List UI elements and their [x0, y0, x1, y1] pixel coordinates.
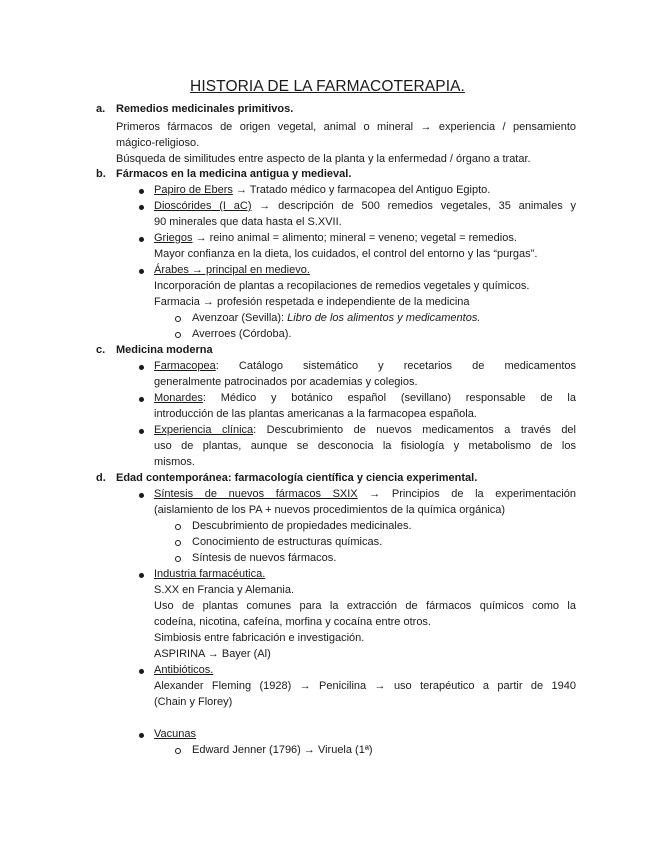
griegos-item — [154, 230, 517, 246]
section-a-line3: Búsqueda de similitudes entre aspecto de la planta y la enfermedad / órgano a tratar. — [116, 153, 531, 165]
section-a-line2: mágico-religioso. — [116, 137, 200, 149]
experiencia-term: Experiencia clínica — [154, 424, 254, 436]
section-c-heading: Medicina moderna — [116, 344, 213, 356]
monardes-term: Monardes — [154, 392, 203, 404]
farmacopea-item — [154, 358, 576, 374]
section-b-heading: Fármacos en la medicina antigua y medieval. — [116, 168, 352, 180]
bullet-icon — [139, 365, 144, 370]
section-d-marker: d. — [96, 472, 106, 484]
bullet-icon — [139, 189, 144, 194]
circle-bullet-icon — [175, 748, 181, 754]
bullet-icon — [139, 493, 144, 498]
griegos-term: Griegos — [154, 232, 193, 244]
sintesis-line2: (aislamiento de los PA + nuevos procedimientos de la química orgánica) — [154, 504, 506, 516]
griegos-line2: Mayor confianza en la dieta, los cuidados, el control del entorno y las “purgas”. — [154, 248, 538, 260]
bullet-icon — [139, 237, 144, 242]
industria-line5: ASPIRINA → Bayer (Al) — [154, 648, 271, 660]
bullet-icon — [139, 733, 144, 738]
section-b-marker: b. — [96, 168, 106, 180]
griegos-text: → reino animal = alimento; mineral = veneno; vegetal = remedios. — [192, 232, 517, 244]
section-a-heading: Remedios medicinales primitivos. — [116, 103, 294, 115]
circle-bullet-icon — [175, 540, 181, 546]
bullet-icon — [139, 205, 144, 210]
monardes-line2: introducción de las plantas americanas a la farmacopea española. — [154, 408, 477, 420]
circle-bullet-icon — [175, 556, 181, 562]
avenzoar-item — [192, 310, 480, 326]
antibioticos-term: Antibióticos. — [154, 664, 214, 676]
arabes-term: Árabes → principal en medievo. — [154, 264, 310, 276]
experiencia-line3: mismos. — [154, 456, 195, 468]
experiencia-text: : Descubrimiento de nuevos medicamentos a través del — [253, 424, 576, 436]
monardes-text: : Médico y botánico español (sevillano) responsable de la — [202, 392, 576, 404]
bullet-icon — [139, 573, 144, 578]
antibioticos-line1: Alexander Fleming (1928) → Penicilina → uso terapéutico a partir de 1940 — [154, 680, 576, 692]
sintesis-item — [154, 486, 576, 502]
dioscorides-line2: 90 minerales que data hasta el S.XVII. — [154, 216, 342, 228]
experiencia-item — [154, 422, 576, 438]
farmacopea-term: Farmacopea — [154, 360, 216, 372]
bullet-icon — [139, 397, 144, 402]
vacunas-sub: Edward Jenner (1796) → Viruela (1ª) — [192, 744, 373, 756]
avenzoar-book: Libro de los alimentos y medicamentos. — [287, 312, 481, 324]
sintesis-sub2: Conocimiento de estructuras químicas. — [192, 536, 383, 548]
arabes-line2: Farmacia → profesión respetada e independiente de la medicina — [154, 296, 470, 308]
arabes-line1: Incorporación de plantas a recopilaciones de remedios vegetales y químicos. — [154, 280, 530, 292]
industria-term: Industria farmacéutica. — [154, 568, 266, 580]
industria-line4: Simbiosis entre fabricación e investigación. — [154, 632, 365, 644]
farmacopea-text: : Catálogo sistemático y recetarios de medicamentos — [215, 360, 576, 372]
avenzoar-text: Avenzoar (Sevilla): — [192, 312, 288, 324]
ebers-term: Papiro de Ebers — [154, 184, 233, 196]
industria-line1: S.XX en Francia y Alemania. — [154, 584, 295, 596]
bullet-icon — [139, 669, 144, 674]
section-d-heading: Edad contemporánea: farmacología científica y ciencia experimental. — [116, 472, 478, 484]
sintesis-text: → Principios de la experimentación — [357, 488, 576, 500]
dioscorides-item — [154, 198, 576, 214]
dioscorides-text: → descripción de 500 remedios vegetales, 35 animales y — [251, 200, 576, 212]
circle-bullet-icon — [175, 332, 181, 338]
sintesis-sub3: Síntesis de nuevos fármacos. — [192, 552, 337, 564]
ebers-text: → Tratado médico y farmacopea del Antiguo Egipto. — [232, 184, 491, 196]
bullet-icon — [139, 429, 144, 434]
farmacopea-line2: generalmente patrocinados por academias y colegios. — [154, 376, 418, 388]
section-a-marker: a. — [96, 103, 106, 115]
circle-bullet-icon — [175, 524, 181, 530]
section-c-marker: c. — [96, 344, 106, 356]
vacunas-term: Vacunas — [154, 728, 196, 740]
industria-line2: Uso de plantas comunes para la extracción de fármacos químicos como la — [154, 600, 576, 612]
averroes-item: Averroes (Córdoba). — [192, 328, 292, 340]
section-a-line1: Primeros fármacos de origen vegetal, animal o mineral → experiencia / pensamiento — [116, 121, 576, 133]
antibioticos-line2: (Chain y Florey) — [154, 696, 233, 708]
sintesis-sub1: Descubrimiento de propiedades medicinales. — [192, 520, 412, 532]
industria-line3: codeína, nicotina, cafeína, morfina y cocaína entre otros. — [154, 616, 431, 628]
sintesis-term: Síntesis de nuevos fármacos SXIX — [154, 488, 358, 500]
dioscorides-term: Dioscórides (I aC) — [154, 200, 252, 212]
document-title: HISTORIA DE LA FARMACOTERAPIA. — [190, 78, 465, 95]
experiencia-line2: uso de plantas, aunque se desconocia la fisiología y metabolismo de los — [154, 440, 576, 452]
ebers-item — [154, 182, 490, 198]
circle-bullet-icon — [175, 316, 181, 322]
monardes-item — [154, 390, 576, 406]
bullet-icon — [139, 269, 144, 274]
